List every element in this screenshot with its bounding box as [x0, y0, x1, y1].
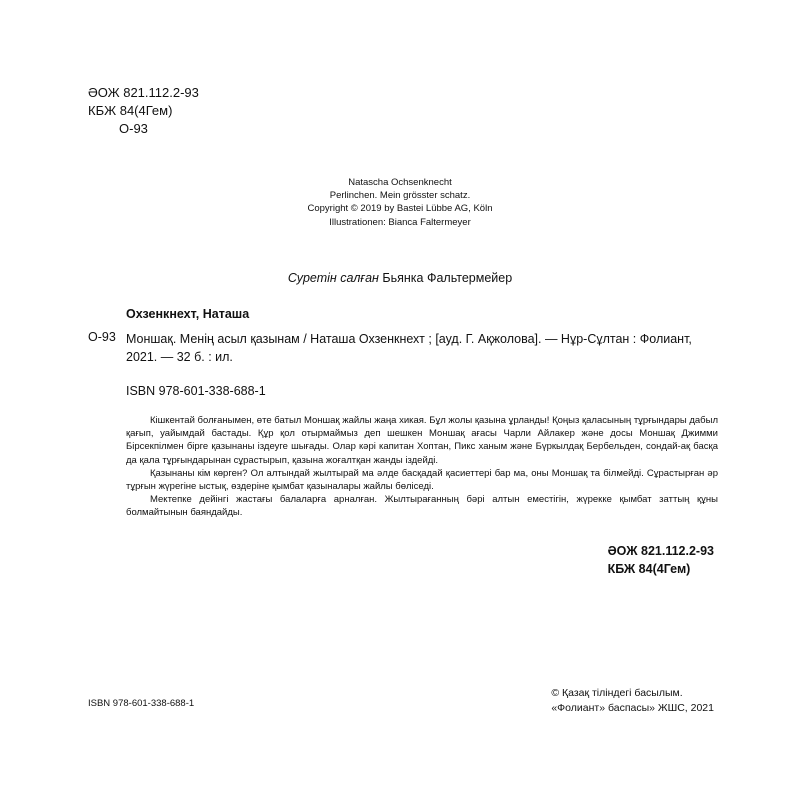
edition-note: © Қазақ тіліндегі басылым. — [551, 687, 683, 699]
udc-code: ӘОЖ 821.112.2-93 — [88, 85, 199, 100]
footer-udc: ӘОЖ 821.112.2-93 — [607, 544, 714, 558]
publisher-info — [551, 686, 714, 716]
original-illustrator: Illustrationen: Bianca Faltermeyer — [329, 216, 471, 228]
original-copyright: Copyright © 2019 by Bastei Lübbe AG, Köln — [307, 203, 493, 215]
illustrator-name: Бьянка Фальтермейер — [378, 271, 513, 285]
record-cutter: О-93 — [88, 330, 116, 344]
annotation-paragraph: Кішкентай болғанымен, өте батыл Моншақ жайлы жаңа хикая. Бұл жолы қазына ұрланды! Қоңыз қаласының тұрғындары дабыл қағып, уайымдай бастады. Құр қол отырмаймыз деп шешкен Моншақ ағасы Чарли Айлакер және досы Моншақ Джимми Бірсекпілмен бірге қазынаны іздеуге шығады. Олар кәрі капитан Хоптан, Пикс ханым және Бүркылдақ Бербельден, сондай-ақ басқа да қала тұрғындарынан сұрастырып, қазына жоғалтқан жанды іздейді. — [126, 415, 718, 466]
original-author: Natascha Ochsenknecht — [348, 177, 452, 188]
classification-codes — [88, 84, 199, 138]
illustrator-label: Суретін салған — [287, 271, 379, 285]
footer-isbn: ISBN 978-601-338-688-1 — [88, 698, 195, 709]
footer-bbk: КБЖ 84(4Гем) — [607, 562, 691, 576]
publisher-name: «Фолиант» баспасы» ЖШС, 2021 — [551, 702, 714, 714]
author-heading: Охзенкнехт, Наташа — [126, 307, 250, 321]
record-isbn: ISBN 978-601-338-688-1 — [126, 384, 266, 398]
title-statement: Моншақ. Менің асыл қазынам / Наташа Охзенкнехт ; [ауд. Г. Ақжолова]. — Нұр-Сұлтан : Фолиант, 2021. — 32 б. : ил. — [126, 332, 692, 364]
footer-classification — [608, 542, 714, 578]
annotation — [126, 414, 718, 520]
bbk-code: КБЖ 84(4Гем) — [88, 103, 173, 118]
illustrator-credit — [0, 271, 800, 285]
annotation-paragraph: Мектепке дейінгі жастағы балаларға арналған. Жылтырағанның бәрі алтын еместігін, жүрекке қымбат заттың құны болмайтынын баяндайды. — [126, 494, 718, 519]
original-title: Perlinchen. Mein grösster schatz. — [329, 190, 471, 202]
original-edition-info — [0, 176, 800, 229]
cutter-code: О-93 — [119, 121, 148, 136]
annotation-paragraph: Қазынаны кім көрген? Ол алтындай жылтырай ма әлде басқадай қасиеттері бар ма, оны Моншақ та білмейді. Сұрастырған әр тұрғын жүрегіне ыстық, өздеріне қымбат қазыналары жайлы бөліседі. — [126, 467, 718, 493]
